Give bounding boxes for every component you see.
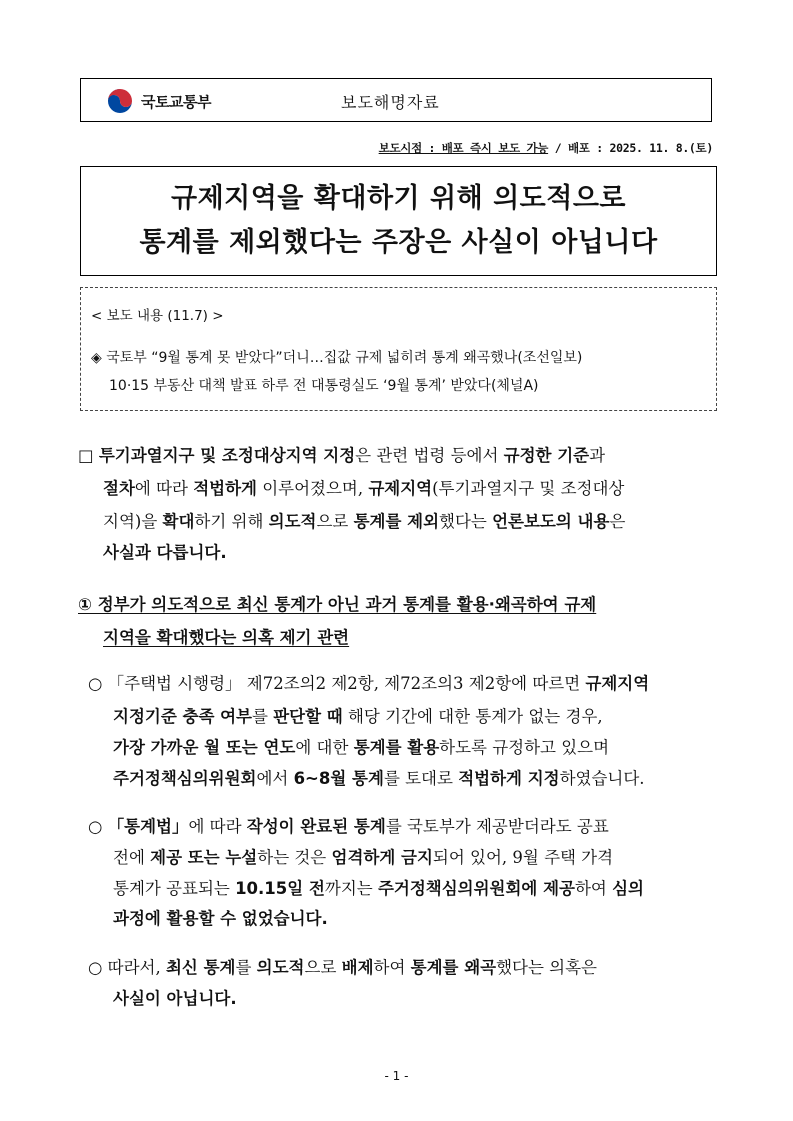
text: 에 대한 (295, 738, 354, 757)
text: 하기 위해 (194, 512, 269, 531)
release-rest: / 배포 : 2025. 11. 8.(토) (548, 141, 713, 155)
text-bold: 적법하게 (193, 479, 257, 498)
text: 까지는 (324, 879, 378, 898)
p2-line-4: 과정에 활용할 수 없었습니다. (113, 909, 328, 928)
p1-line-4 (113, 765, 645, 789)
text-bold: 판단할 때 (273, 707, 343, 726)
text: 했다는 (439, 512, 493, 531)
text: 에 따라 (188, 817, 247, 836)
p2-line-2 (113, 844, 613, 868)
text-bold: 지정기준 충족 여부 (113, 707, 253, 726)
text-bold: 통계를 왜곡 (410, 958, 497, 977)
text-bold: 제공 또는 누설 (150, 848, 258, 867)
text-bold: 최신 통계 (165, 958, 236, 977)
text-bold: 엄격하게 금지 (331, 848, 433, 867)
page-number: - 1 - (384, 1069, 409, 1083)
summary-marker: □ (78, 446, 94, 465)
text: 를 (252, 707, 274, 726)
text-bold: 배제 (341, 958, 374, 977)
text-bold: 심의 (612, 879, 644, 898)
text: 따라서, (107, 958, 166, 977)
text: 하였습니다. (559, 769, 645, 788)
text-bold: 통계를 제외 (353, 512, 440, 531)
text: (투기과열지구 및 조정대상 (432, 479, 625, 498)
text: 이루어졌으며, (256, 479, 369, 498)
text: 으로 (304, 958, 342, 977)
summary-line-1 (78, 442, 605, 466)
section-1-title-line-2: 지역을 확대했다는 의혹 제기 관련 (103, 628, 350, 647)
text: 은 관련 법령 등에서 (355, 446, 504, 465)
news-heading: < 보도 내용 (11.7) > (91, 308, 224, 324)
p2-line-1 (88, 813, 609, 837)
text-bold: 절차 (103, 479, 135, 498)
text-bold: 규정한 기준 (503, 446, 590, 465)
text-bold: 6~8월 통계 (293, 769, 384, 788)
text: 하도록 규정하고 있으며 (439, 738, 610, 757)
news-item-1: ◈ 국토부 “9월 통계 못 받았다”더니…집값 규제 넓히려 통계 왜곡했나(조선일보) (91, 350, 583, 366)
summary-line-3 (103, 508, 625, 532)
text: 되어 있어, 9월 주택 가격 (432, 848, 614, 867)
text-bold: 10.15일 전 (235, 879, 325, 898)
text: 를 국토부가 제공받더라도 공표 (385, 817, 609, 836)
text-bold: 가장 가까운 월 또는 연도 (113, 738, 296, 757)
news-box (80, 287, 717, 411)
text: 전에 (113, 848, 151, 867)
p1-line-2 (113, 703, 603, 727)
p3-line-1 (88, 954, 597, 978)
text-bold: 규제지역 (368, 479, 433, 498)
text: 「주택법 시행령」 제72조의2 제2항, 제72조의3 제2항에 따르면 (107, 674, 586, 693)
text: 은 (609, 512, 626, 531)
text: 하는 것은 (257, 848, 332, 867)
p3-line-2: 사실이 아닙니다. (113, 989, 237, 1008)
doc-type: 보도해명자료 (341, 93, 440, 112)
text: 에서 (256, 769, 294, 788)
title-line-1: 규제지역을 확대하기 위해 의도적으로 (170, 183, 626, 214)
text-bold: 규제지역 (585, 674, 650, 693)
text: 해당 기간에 대한 통계가 없는 경우, (342, 707, 603, 726)
release-info (379, 140, 713, 156)
header-box (80, 78, 712, 122)
title-line-2: 통계를 제외했다는 주장은 사실이 아닙니다 (139, 227, 658, 258)
p2-line-3 (113, 875, 644, 899)
text: 지역)을 (103, 512, 163, 531)
text: 과 (589, 446, 606, 465)
text: 했다는 의혹은 (496, 958, 597, 977)
text-bold: 주거정책심의위원회 (113, 769, 257, 788)
text-bold: 「통계법」 (107, 817, 189, 836)
text-bold: 통계를 활용 (353, 738, 440, 757)
p1-line-3 (113, 734, 609, 758)
text: 하여 (373, 958, 411, 977)
title-box (80, 166, 717, 276)
section-1-title-line-1: ① 정부가 의도적으로 최신 통계가 아닌 과거 통계를 활용·왜곡하여 규제 (78, 595, 597, 614)
summary-line-2 (103, 475, 624, 499)
text-bold: 언론보도의 내용 (492, 512, 610, 531)
release-label: 보도시점 : 배포 즉시 보도 가능 (378, 141, 549, 155)
text: 통계가 공표되는 (113, 879, 236, 898)
text-bold: 작성이 완료된 통계 (246, 817, 386, 836)
text-bold: 투기과열지구 및 조정대상지역 지정 (98, 446, 356, 465)
ministry-logo-icon (107, 88, 133, 114)
text: 를 토대로 (383, 769, 459, 788)
text: 하여 (574, 879, 613, 898)
text-bold: 적법하게 지정 (458, 769, 560, 788)
summary-line-4: 사실과 다릅니다. (103, 543, 227, 562)
text: 를 (235, 958, 257, 977)
text: 으로 (316, 512, 354, 531)
p1-line-1 (88, 670, 649, 694)
text-bold: 주거정책심의위원회에 제공 (377, 879, 575, 898)
bullet-marker: ○ (88, 674, 103, 693)
text-bold: 의도적 (256, 958, 305, 977)
text: 에 따라 (134, 479, 194, 498)
text-bold: 확대 (162, 512, 195, 531)
org-name: 국토교통부 (141, 93, 211, 111)
text-bold: 의도적 (268, 512, 317, 531)
bullet-marker: ○ (88, 958, 103, 977)
bullet-marker: ○ (88, 817, 103, 836)
news-item-2: 10·15 부동산 대책 발표 하루 전 대통령실도 ‘9월 통계’ 받았다(체널A) (109, 378, 539, 394)
